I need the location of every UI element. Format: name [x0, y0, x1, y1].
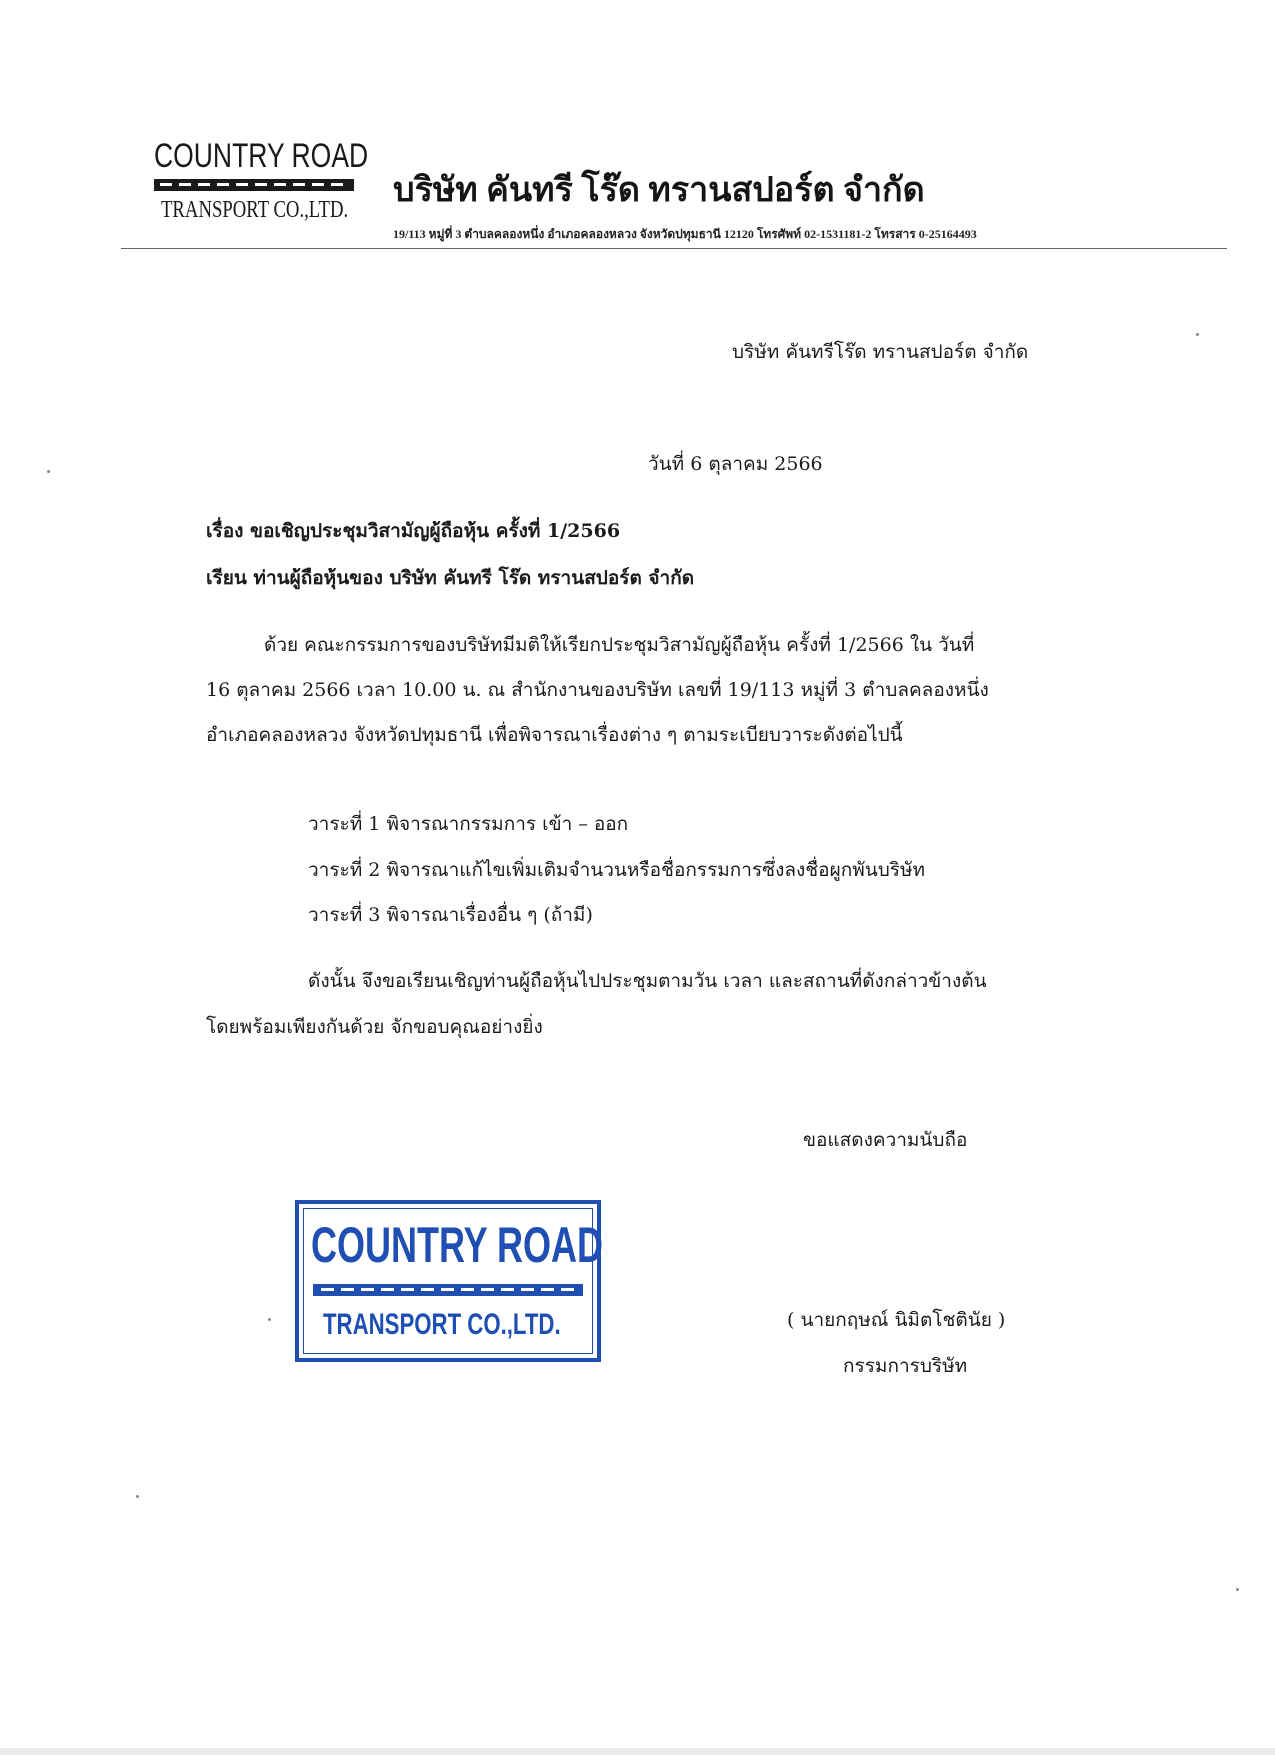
- agenda-item: วาระที่ 3 พิจารณาเรื่องอื่น ๆ (ถ้ามี): [308, 904, 593, 926]
- header-divider: [121, 248, 1227, 249]
- scan-speck: [268, 1318, 271, 1321]
- salutation-line: เรียน ท่านผู้ถือหุ้นของ บริษัท คันทรี โร๊ด ทรานสปอร์ต จำกัด: [206, 567, 695, 589]
- signatory-title: กรรมการบริษัท: [843, 1355, 968, 1377]
- scan-edge: [0, 1748, 1275, 1755]
- scan-speck: [136, 1495, 139, 1498]
- paragraph-line: ด้วย คณะกรรมการของบริษัทมีมติให้เรียกประชุมวิสามัญผู้ถือหุ้น ครั้งที่ 1/2566 ใน วันที่: [264, 634, 975, 656]
- stamp-film-strip-bar: [313, 1284, 583, 1296]
- paragraph-line: ดังนั้น จึงขอเรียนเชิญท่านผู้ถือหุ้นไปประชุมตามวัน เวลา และสถานที่ดังกล่าวข้างต้น: [308, 970, 987, 992]
- scan-speck: [1236, 1588, 1239, 1591]
- stamp-text-country-road: COUNTRY ROAD: [311, 1217, 604, 1273]
- agenda-item: วาระที่ 2 พิจารณาแก้ไขเพิ่มเติมจำนวนหรือชื่อกรรมการซึ่งลงชื่อผูกพันบริษัท: [308, 859, 926, 881]
- logo-film-strip-bar: [154, 179, 354, 191]
- letter-date: วันที่ 6 ตุลาคม 2566: [648, 453, 823, 475]
- paragraph-line: 16 ตุลาคม 2566 เวลา 10.00 น. ณ สำนักงานของบริษัท เลขที่ 19/113 หมู่ที่ 3 ตำบลคลองหนึ่ง: [206, 679, 989, 701]
- company-address: 19/113 หมู่ที่ 3 ตำบลคลองหนึ่ง อำเภอคลองหลวง จังหวัดปทุมธานี 12120 โทรศัพท์ 02-1531181-2 โทรสาร 0-25164493: [393, 227, 977, 241]
- agenda-item: วาระที่ 1 พิจารณากรรมการ เข้า – ออก: [308, 813, 629, 835]
- logo-text-transport: TRANSPORT CO.,LTD.: [161, 197, 349, 223]
- company-logo: [154, 137, 369, 227]
- subject-line: เรื่อง ขอเชิญประชุมวิสามัญผู้ถือหุ้น ครั้งที่ 1/2566: [206, 520, 621, 542]
- paragraph-line: โดยพร้อมเพียงกันด้วย จักขอบคุณอย่างยิ่ง: [206, 1016, 543, 1038]
- scan-speck: [1196, 333, 1199, 336]
- stamp-text-transport: TRANSPORT CO.,LTD.: [323, 1308, 561, 1341]
- paragraph-line: อำเภอคลองหลวง จังหวัดปทุมธานี เพื่อพิจารณาเรื่องต่าง ๆ ตามระเบียบวาระดังต่อไปนี้: [206, 724, 903, 746]
- scan-speck: [47, 470, 50, 473]
- company-name-heading: บริษัท คันทรี โร๊ด ทรานสปอร์ต จำกัด: [393, 172, 925, 209]
- logo-text-country-road: COUNTRY ROAD: [154, 137, 369, 175]
- sender-company-line: บริษัท คันทรีโร๊ด ทรานสปอร์ต จำกัด: [732, 341, 1029, 363]
- signatory-name: ( นายกฤษณ์ นิมิตโชตินัย ): [787, 1309, 1006, 1331]
- company-stamp: [295, 1200, 604, 1362]
- closing-phrase: ขอแสดงความนับถือ: [803, 1129, 968, 1151]
